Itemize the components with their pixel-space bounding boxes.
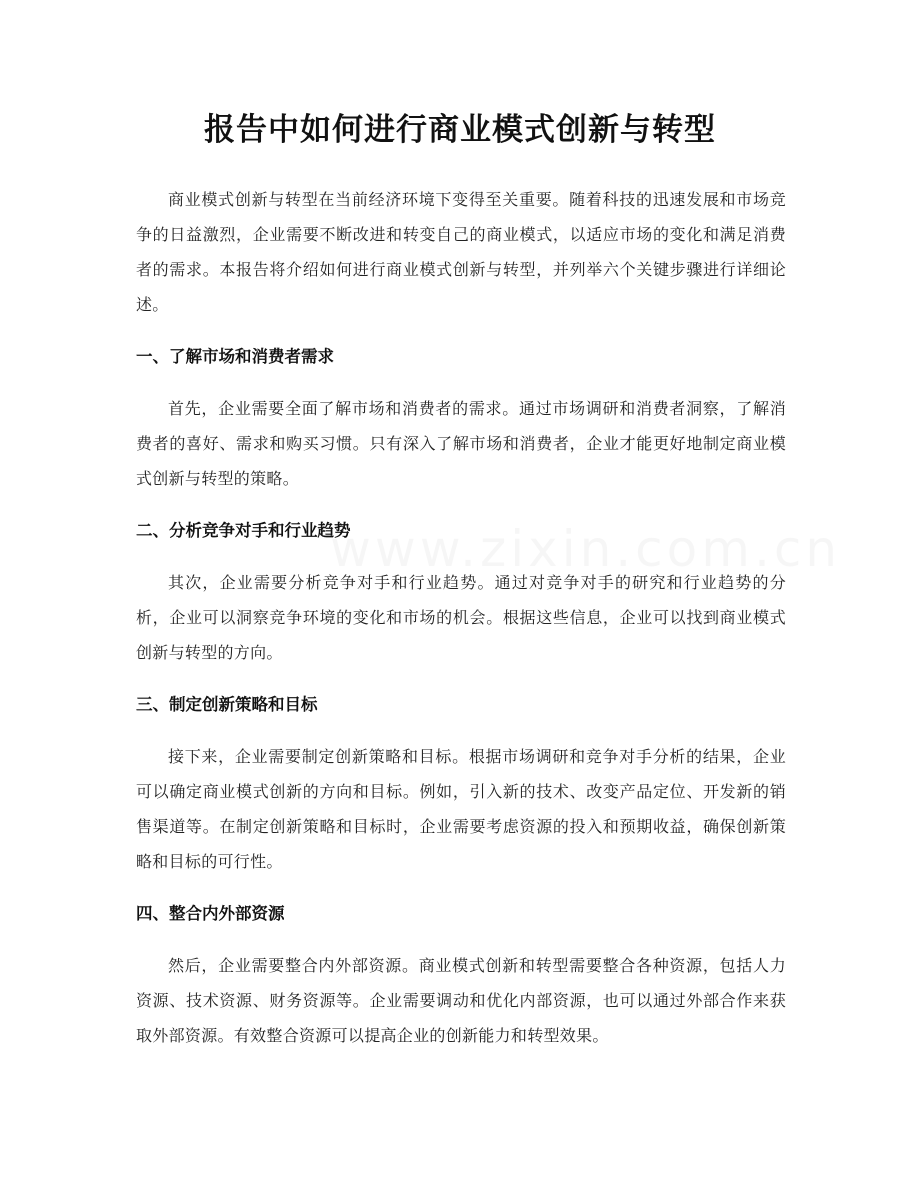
section-body-3: 接下来，企业需要制定创新策略和目标。根据市场调研和竞争对手分析的结果，企业可以确定商业模式创新的方向和目标。例如，引入新的技术、改变产品定位、开发新的销售渠道等。在制定创新策略和目标时，企业需要考虑资源的投入和预期收益，确保创新策略和目标的可行性。 [136, 747, 786, 871]
section-body-4: 然后，企业需要整合内外部资源。商业模式创新和转型需要整合各种资源，包括人力资源、技术资源、财务资源等。企业需要调动和优化内部资源，也可以通过外部合作来获取外部资源。有效整合资源可以提高企业的创新能力和转型效果。 [136, 956, 786, 1045]
section-heading-1: 一、了解市场和消费者需求 [136, 347, 334, 366]
section-heading-4: 四、整合内外部资源 [136, 904, 285, 923]
section-body-1: 首先，企业需要全面了解市场和消费者的需求。通过市场调研和消费者洞察，了解消费者的喜好、需求和购买习惯。只有深入了解市场和消费者，企业才能更好地制定商业模式创新与转型的策略。 [136, 399, 786, 488]
section-heading-3: 三、制定创新策略和目标 [136, 695, 318, 714]
section-body-2: 其次，企业需要分析竞争对手和行业趋势。通过对竞争对手的研究和行业趋势的分析，企业可以洞察竞争环境的变化和市场的机会。根据这些信息，企业可以找到商业模式创新与转型的方向。 [136, 573, 786, 662]
intro-paragraph: 商业模式创新与转型在当前经济环境下变得至关重要。随着科技的迅速发展和市场竞争的日益激烈，企业需要不断改进和转变自己的商业模式，以适应市场的变化和满足消费者的需求。本报告将介绍如何进行商业模式创新与转型，并列举六个关键步骤进行详细论述。 [136, 190, 786, 314]
section-heading-2: 二、分析竞争对手和行业趋势 [136, 521, 351, 540]
document-body [136, 182, 786, 1053]
page-title: 报告中如何进行商业模式创新与转型 [204, 112, 716, 148]
